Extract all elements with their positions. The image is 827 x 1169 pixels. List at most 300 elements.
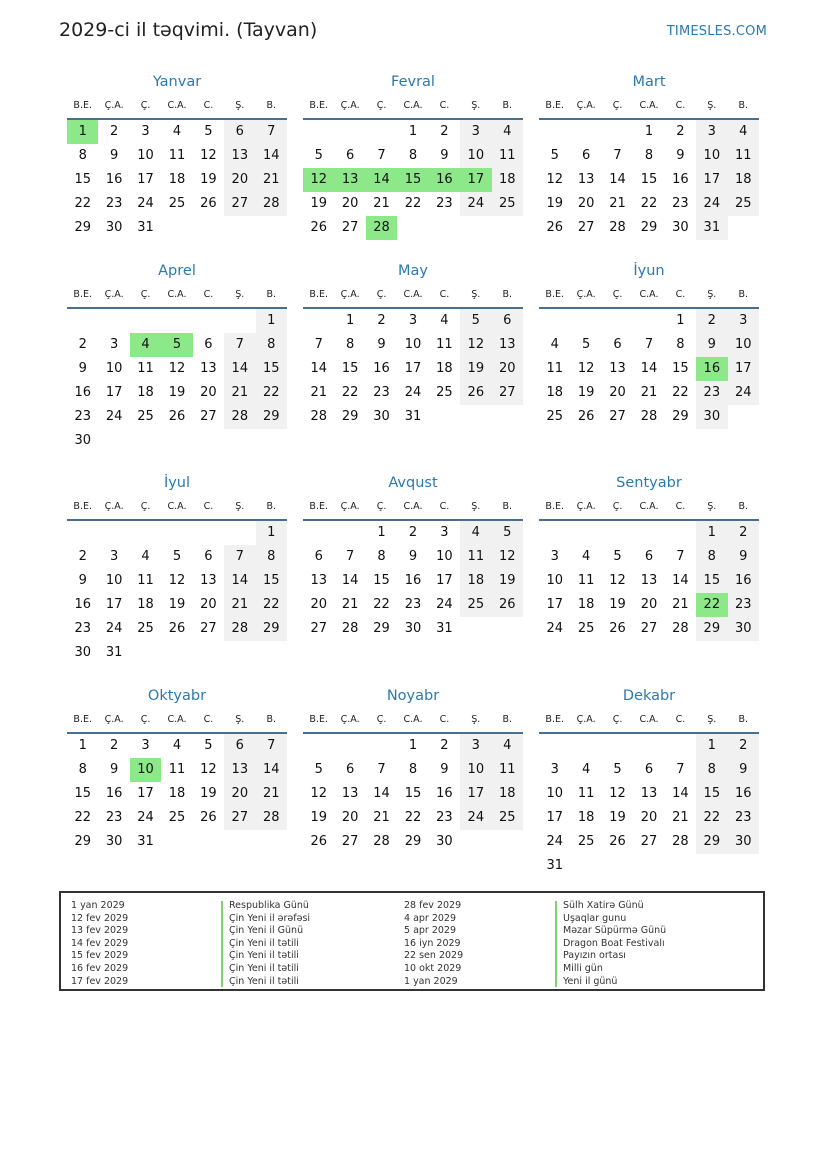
day-cell: 27 — [200, 621, 217, 636]
day-cell: 12 — [168, 573, 186, 588]
day-cell: 1 — [408, 124, 418, 139]
day-cell: 14 — [373, 786, 390, 801]
month-title: İyul — [163, 475, 191, 491]
day-cell: 29 — [341, 409, 359, 424]
day-cell: 19 — [168, 385, 186, 400]
weekday-header — [303, 283, 523, 309]
day-cell: 5 — [613, 549, 622, 564]
month-title: Yanvar — [152, 74, 202, 90]
weekday-label: B.E. — [309, 289, 328, 300]
day-cell: 21 — [310, 385, 327, 400]
weekday-label: B. — [738, 714, 749, 725]
day-cell: 2 — [109, 124, 119, 139]
day-cell: 26 — [310, 220, 327, 235]
weekday-label: Ç. — [612, 501, 623, 512]
month-block — [303, 471, 523, 641]
day-cell: 11 — [577, 573, 595, 588]
day-cell: 29 — [74, 220, 91, 235]
day-cell: 13 — [310, 573, 327, 588]
day-cell: 27 — [224, 192, 255, 216]
day-cell: 5 — [204, 738, 213, 753]
weekday-label: B.E. — [309, 501, 328, 512]
weekday-label: C.A. — [167, 289, 187, 300]
day-cell: 11 — [436, 337, 453, 352]
day-cell: 15 — [341, 361, 359, 376]
day-cell: 29 — [696, 617, 727, 641]
day-cell: 22 — [696, 806, 727, 830]
empty-cell — [130, 309, 161, 333]
weekday-label: B. — [266, 100, 277, 111]
day-cell: 28 — [256, 192, 287, 216]
day-cell: 23 — [696, 381, 727, 405]
day-cell: 5 — [581, 337, 591, 352]
day-cell: 2 — [109, 738, 119, 753]
weekday-label: Ş. — [235, 714, 245, 725]
day-cell: 8 — [408, 762, 418, 777]
day-cell: 8 — [256, 545, 287, 569]
day-cell: 28 — [256, 806, 287, 830]
day-cell: 7 — [377, 148, 386, 163]
day-cell: 20 — [200, 597, 217, 612]
day-cell: 5 — [314, 148, 323, 163]
day-cell: 21 — [373, 810, 390, 825]
day-cell: 4 — [581, 549, 591, 564]
day-cell: 23 — [404, 597, 422, 612]
legend-entry: Çin Yeni il Günü — [229, 925, 304, 937]
day-cell: 18 — [168, 786, 186, 801]
empty-cell — [665, 521, 696, 545]
month-title: Fevral — [391, 74, 435, 90]
day-cell: 13 — [492, 333, 523, 357]
day-cell: 1 — [345, 313, 355, 328]
legend-entry: 22 sen 2029 — [404, 950, 464, 962]
day-cell: 4 — [728, 120, 759, 144]
day-cell: 21 — [224, 381, 255, 405]
day-cell: 29 — [256, 405, 287, 429]
weekday-header — [67, 94, 287, 120]
weekday-label: Ç. — [140, 289, 151, 300]
day-cell: 3 — [440, 525, 449, 540]
day-cell: 9 — [440, 762, 449, 777]
day-cell: 11 — [492, 758, 523, 782]
legend-entry: 16 fev 2029 — [71, 962, 129, 974]
legend-entry: Yeni il günü — [563, 975, 618, 987]
day-cell: 23 — [74, 409, 91, 424]
day-cell: 7 — [256, 734, 287, 758]
weekday-label: C. — [203, 501, 214, 512]
day-cell: 8 — [696, 758, 727, 782]
day-cell: 19 — [492, 569, 523, 593]
day-cell: 26 — [609, 621, 626, 636]
day-cell: 2 — [78, 549, 87, 564]
day-cell: 26 — [168, 621, 186, 636]
day-cell: 17 — [546, 597, 563, 612]
day-cell: 8 — [78, 148, 87, 163]
weekday-label: C.A. — [403, 289, 423, 300]
weekday-label: Ç. — [612, 714, 623, 725]
empty-cell — [539, 120, 570, 144]
day-cell: 15 — [256, 357, 287, 381]
day-cell: 23 — [728, 593, 759, 617]
empty-cell — [303, 521, 334, 545]
weekday-label: Ç. — [612, 100, 623, 111]
legend-divider — [555, 901, 557, 987]
day-cell: 24 — [546, 621, 563, 636]
day-cell: 16 — [672, 172, 689, 187]
weekday-label: C. — [203, 100, 214, 111]
day-cell: 20 — [341, 196, 359, 211]
month-title: Sentyabr — [616, 475, 682, 491]
day-cell: 4 — [550, 337, 559, 352]
weekday-label: B. — [266, 501, 277, 512]
day-cell: 11 — [137, 573, 154, 588]
weekday-label: B. — [502, 100, 513, 111]
day-cell: 23 — [672, 196, 689, 211]
day-cell: 29 — [672, 409, 689, 424]
day-cell: 22 — [404, 810, 422, 825]
weekday-label: C. — [675, 100, 686, 111]
day-cell: 22 — [74, 810, 91, 825]
day-cell: 25 — [577, 834, 595, 849]
day-cell: 9 — [440, 148, 449, 163]
day-cell: 4 — [581, 762, 591, 777]
day-cell: 15 — [672, 361, 689, 376]
day-cell: 10 — [137, 148, 154, 163]
weekday-label: C.A. — [167, 501, 187, 512]
legend-entry: Uşaqlar gunu — [563, 912, 627, 924]
day-cell: 21 — [373, 196, 390, 211]
day-cell: 20 — [640, 597, 658, 612]
month-title: Dekabr — [622, 688, 676, 704]
day-cell: 2 — [676, 124, 685, 139]
day-cell: 22 — [373, 597, 390, 612]
day-cell: 17 — [436, 573, 453, 588]
day-cell: 9 — [728, 758, 759, 782]
empty-cell — [602, 309, 633, 333]
day-cell: 20 — [492, 357, 523, 381]
day-cell: 24 — [105, 621, 123, 636]
day-grid — [539, 309, 759, 429]
legend-dates-col-1 — [71, 900, 128, 988]
weekday-label: C. — [439, 501, 450, 512]
day-cell: 16 — [74, 385, 91, 400]
day-cell: 24 — [546, 834, 563, 849]
weekday-header — [539, 283, 759, 309]
day-cell: 8 — [408, 148, 418, 163]
day-cell: 3 — [141, 124, 150, 139]
day-cell: 10 — [696, 144, 727, 168]
day-cell: 15 — [640, 172, 658, 187]
weekday-label: Ç.A. — [576, 289, 596, 300]
day-cell: 26 — [577, 409, 595, 424]
day-cell: 22 — [640, 196, 658, 211]
day-cell: 31 — [137, 220, 154, 235]
day-cell: 6 — [581, 148, 591, 163]
empty-cell — [602, 734, 633, 758]
empty-cell — [130, 521, 161, 545]
weekday-label: Ç.A. — [340, 100, 360, 111]
day-cell: 31 — [546, 858, 563, 873]
day-cell: 12 — [168, 361, 186, 376]
day-cell: 19 — [200, 172, 217, 187]
day-cell: 15 — [373, 573, 390, 588]
day-cell: 15 — [74, 786, 91, 801]
day-cell: 18 — [460, 569, 491, 593]
day-cell: 18 — [728, 168, 759, 192]
day-cell: 6 — [644, 762, 654, 777]
day-cell: 12 — [546, 172, 563, 187]
month-block — [67, 684, 287, 854]
month-block — [539, 471, 759, 641]
day-cell: 26 — [546, 220, 563, 235]
day-grid — [303, 120, 523, 240]
day-cell: 13 — [577, 172, 595, 187]
weekday-label: C. — [439, 100, 450, 111]
day-cell: 1 — [696, 521, 727, 545]
day-cell: 3 — [460, 734, 491, 758]
day-cell: 2 — [377, 313, 386, 328]
day-cell: 29 — [640, 220, 658, 235]
day-cell: 26 — [460, 381, 491, 405]
day-cell: 11 — [492, 144, 523, 168]
day-cell: 10 — [436, 549, 453, 564]
weekday-label: B.E. — [73, 501, 92, 512]
weekday-header — [539, 708, 759, 734]
legend-entry: 4 apr 2029 — [404, 912, 457, 924]
legend-entry: Payızın ortası — [563, 950, 626, 962]
day-cell: 1 — [377, 525, 386, 540]
weekday-label: B. — [738, 289, 749, 300]
day-cell: 10 — [404, 337, 422, 352]
day-cell: 29 — [404, 834, 422, 849]
day-cell: 27 — [341, 834, 359, 849]
weekday-label: C. — [203, 714, 214, 725]
day-cell: 25 — [460, 593, 491, 617]
empty-cell — [366, 120, 397, 144]
day-cell: 31 — [404, 409, 422, 424]
day-cell: 29 — [696, 830, 727, 854]
day-grid — [539, 120, 759, 240]
day-cell: 18 — [546, 385, 563, 400]
day-cell: 15 — [696, 782, 727, 806]
day-cell: 19 — [609, 810, 626, 825]
weekday-label: Ş. — [235, 289, 245, 300]
day-cell: 18 — [168, 172, 186, 187]
weekday-label: Ç. — [612, 289, 623, 300]
weekday-label: B. — [502, 714, 513, 725]
weekday-label: Ç.A. — [340, 289, 360, 300]
day-cell: 4 — [492, 734, 523, 758]
empty-cell — [98, 521, 129, 545]
month-block — [303, 70, 523, 240]
day-cell: 30 — [373, 409, 390, 424]
day-cell: 20 — [341, 810, 359, 825]
day-cell: 20 — [224, 168, 255, 192]
day-cell: 3 — [141, 738, 150, 753]
day-cell: 6 — [345, 148, 355, 163]
legend-entry: 1 yan 2029 — [71, 900, 125, 911]
legend-divider — [221, 901, 223, 987]
day-cell: 7 — [377, 762, 386, 777]
day-cell: 7 — [676, 549, 685, 564]
empty-cell — [303, 734, 334, 758]
legend-names-col-2 — [563, 900, 666, 988]
day-cell: 25 — [168, 196, 186, 211]
empty-cell — [67, 309, 98, 333]
day-cell: 8 — [377, 549, 386, 564]
month-title: Mart — [632, 74, 666, 90]
month-block — [67, 70, 287, 240]
day-cell: 13 — [200, 361, 217, 376]
day-cell: 19 — [460, 357, 491, 381]
empty-cell — [303, 309, 334, 333]
weekday-label: Ç. — [376, 501, 387, 512]
day-cell: 19 — [546, 196, 563, 211]
day-cell: 6 — [204, 549, 213, 564]
day-cell: 9 — [408, 549, 418, 564]
day-cell: 2 — [440, 124, 449, 139]
day-grid — [539, 734, 759, 878]
holiday-day: 5 — [161, 333, 192, 357]
day-cell: 21 — [256, 168, 287, 192]
day-cell: 12 — [609, 786, 626, 801]
empty-cell — [334, 521, 365, 545]
day-cell: 22 — [74, 196, 91, 211]
weekday-label: Ç. — [140, 714, 151, 725]
day-cell: 3 — [460, 120, 491, 144]
day-cell: 8 — [345, 337, 355, 352]
day-cell: 20 — [200, 385, 217, 400]
day-cell: 24 — [436, 597, 453, 612]
day-cell: 17 — [546, 810, 563, 825]
weekday-label: Ç. — [140, 501, 151, 512]
day-cell: 30 — [74, 433, 91, 448]
weekday-label: B.E. — [309, 714, 328, 725]
day-cell: 4 — [460, 521, 491, 545]
brand-link[interactable]: TIMESLES.COM — [666, 24, 767, 39]
legend-entry: 17 fev 2029 — [71, 975, 129, 987]
empty-cell — [633, 521, 664, 545]
day-cell: 13 — [224, 144, 255, 168]
day-cell: 24 — [460, 192, 491, 216]
day-grid — [303, 734, 523, 854]
empty-cell — [193, 521, 224, 545]
day-cell: 7 — [224, 545, 255, 569]
day-cell: 19 — [577, 385, 595, 400]
day-cell: 5 — [550, 148, 559, 163]
day-cell: 19 — [609, 597, 626, 612]
day-cell: 2 — [408, 525, 418, 540]
day-cell: 23 — [728, 806, 759, 830]
day-cell: 3 — [408, 313, 418, 328]
day-cell: 15 — [696, 569, 727, 593]
day-cell: 12 — [310, 786, 327, 801]
month-title: May — [398, 263, 428, 279]
day-cell: 18 — [492, 782, 523, 806]
weekday-label: C.A. — [403, 501, 423, 512]
day-cell: 13 — [224, 758, 255, 782]
day-cell: 26 — [200, 196, 217, 211]
weekday-label: C. — [675, 714, 686, 725]
legend-entry: 13 fev 2029 — [71, 925, 129, 937]
day-cell: 30 — [728, 830, 759, 854]
month-title: İyun — [633, 263, 665, 279]
month-title: Aprel — [158, 263, 196, 279]
weekday-label: Ç.A. — [104, 289, 124, 300]
weekday-header — [303, 495, 523, 521]
weekday-label: Ç.A. — [104, 501, 124, 512]
day-cell: 6 — [204, 337, 213, 352]
holiday-day: 22 — [696, 593, 727, 617]
day-cell: 6 — [613, 337, 622, 352]
legend-entry: Respublika Günü — [229, 900, 309, 911]
day-cell: 2 — [728, 521, 759, 545]
day-cell: 14 — [672, 573, 689, 588]
weekday-header — [67, 283, 287, 309]
legend-entry: Sülh Xatirə Günü — [563, 900, 644, 911]
weekday-label: Ş. — [471, 501, 481, 512]
legend-entry: 10 okt 2029 — [404, 962, 462, 974]
empty-cell — [334, 120, 365, 144]
month-title: Oktyabr — [147, 688, 207, 704]
day-cell: 12 — [492, 545, 523, 569]
day-cell: 25 — [168, 810, 186, 825]
day-cell: 7 — [613, 148, 622, 163]
day-cell: 11 — [168, 148, 186, 163]
day-cell: 28 — [672, 834, 689, 849]
day-cell: 21 — [672, 597, 689, 612]
weekday-header — [303, 94, 523, 120]
empty-cell — [570, 521, 601, 545]
day-cell: 16 — [105, 786, 123, 801]
legend-entry: 15 fev 2029 — [71, 950, 129, 962]
day-cell: 10 — [460, 758, 491, 782]
weekday-label: Ç.A. — [576, 501, 596, 512]
day-cell: 12 — [200, 148, 217, 163]
day-cell: 6 — [345, 762, 355, 777]
weekday-label: C. — [439, 289, 450, 300]
legend-entry: 16 iyn 2029 — [404, 937, 461, 949]
day-cell: 24 — [460, 806, 491, 830]
weekday-label: C. — [203, 289, 214, 300]
day-cell: 24 — [137, 196, 154, 211]
day-cell: 18 — [577, 810, 595, 825]
day-cell: 20 — [224, 782, 255, 806]
empty-cell — [602, 521, 633, 545]
day-cell: 19 — [310, 196, 327, 211]
weekday-label: B. — [266, 714, 277, 725]
day-cell: 4 — [172, 124, 182, 139]
day-cell: 16 — [728, 569, 759, 593]
day-grid — [67, 120, 287, 240]
empty-cell — [366, 734, 397, 758]
weekday-label: C.A. — [167, 100, 187, 111]
day-cell: 9 — [78, 361, 87, 376]
weekday-label: Ş. — [235, 100, 245, 111]
day-cell: 8 — [256, 333, 287, 357]
day-cell: 15 — [74, 172, 91, 187]
day-cell: 21 — [640, 385, 658, 400]
holiday-day: 14 — [366, 168, 397, 192]
day-cell: 10 — [105, 573, 123, 588]
month-title: Avqust — [388, 475, 438, 491]
day-cell: 10 — [546, 573, 563, 588]
month-block — [303, 259, 523, 429]
weekday-label: Ş. — [707, 289, 717, 300]
day-cell: 6 — [224, 120, 255, 144]
holiday-day: 13 — [334, 168, 365, 192]
day-cell: 10 — [728, 333, 759, 357]
